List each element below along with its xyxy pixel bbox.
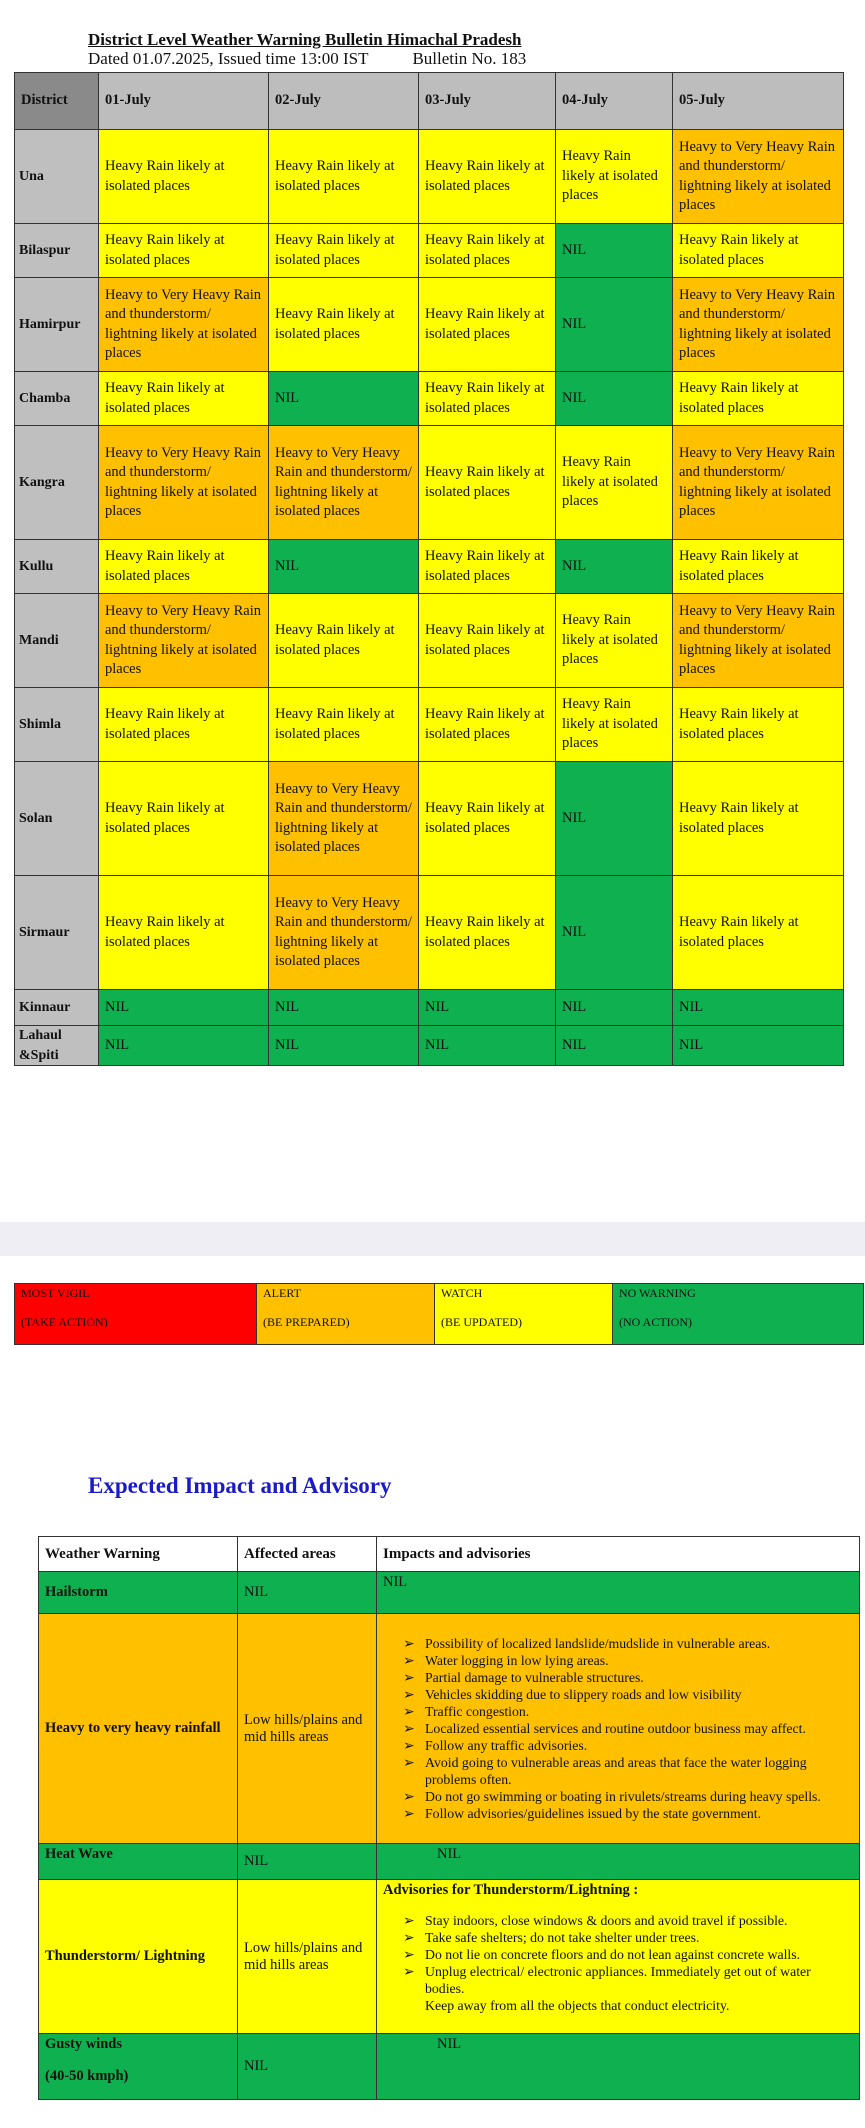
warning-cell: Heavy Rain likely at isolated places: [556, 594, 673, 688]
warning-cell: Heavy Rain likely at isolated places: [99, 372, 269, 426]
advisory-item: ➢ Take safe shelters; do not take shelter under trees.: [425, 1929, 853, 1946]
warning-cell: Heavy Rain likely at isolated places: [673, 224, 844, 278]
day-column-header: 01-July: [99, 73, 269, 130]
warning-cell: Heavy Rain likely at isolated places: [419, 876, 556, 990]
warning-cell: Heavy to Very Heavy Rain and thunderstorm/ lightning likely at isolated places: [673, 278, 844, 372]
bulletin-title: District Level Weather Warning Bulletin Himachal Pradesh: [88, 30, 522, 49]
district-row: [15, 990, 844, 1026]
warning-cell: NIL: [556, 1026, 673, 1066]
advisory-item: ➢ Do not lie on concrete floors and do not lean against concrete walls.: [425, 1946, 853, 1963]
district-row: [15, 130, 844, 224]
district-row: [15, 426, 844, 540]
district-name: Hamirpur: [15, 278, 99, 372]
impact-header-areas: Affected areas: [238, 1537, 377, 1572]
impact-row-heat-wave: Heat Wave NIL NIL: [39, 1844, 860, 1880]
advisory-item: ➢ Follow any traffic advisories.: [425, 1737, 853, 1754]
warning-cell: Heavy to Very Heavy Rain and thunderstorm/ lightning likely at isolated places: [99, 426, 269, 540]
advisory-item: ➢ Avoid going to vulnerable areas and areas that face the water logging problems often.: [425, 1754, 853, 1788]
warning-cell: Heavy Rain likely at isolated places: [419, 540, 556, 594]
advisory-item: ➢ Unplug electrical/ electronic appliances. Immediately get out of water bodies.: [425, 1963, 853, 1997]
warning-cell: Heavy Rain likely at isolated places: [419, 426, 556, 540]
warning-cell: Heavy Rain likely at isolated places: [269, 688, 419, 762]
warning-cell: Heavy Rain likely at isolated places: [269, 594, 419, 688]
legend-green: NO WARNING (NO ACTION): [613, 1284, 864, 1345]
district-row: [15, 1026, 844, 1066]
district-name: Sirmaur: [15, 876, 99, 990]
warning-cell: Heavy Rain likely at isolated places: [556, 130, 673, 224]
advisory-item: ➢ Stay indoors, close windows & doors and avoid travel if possible.: [425, 1912, 853, 1929]
district-name: Solan: [15, 762, 99, 876]
district-name: Shimla: [15, 688, 99, 762]
heavy-rain-advisory-list: [383, 1635, 853, 1822]
thunderstorm-advisory-heading: Advisories for Thunderstorm/Lightning :: [383, 1882, 639, 1898]
advisory-item: ➢ Water logging in low lying areas.: [425, 1652, 853, 1669]
warning-cell: NIL: [99, 990, 269, 1026]
legend-yellow: WATCH (BE UPDATED): [435, 1284, 613, 1345]
warning-cell: Heavy Rain likely at isolated places: [556, 688, 673, 762]
warning-cell: NIL: [269, 372, 419, 426]
warning-cell: NIL: [99, 1026, 269, 1066]
impact-row-gusty-winds: Gusty winds (40-50 kmph) NIL NIL: [39, 2034, 860, 2100]
day-column-header: 04-July: [556, 73, 673, 130]
bulletin-header: [88, 30, 526, 68]
table-header-row: [15, 73, 844, 130]
impact-row-hailstorm: Hailstorm NIL NIL: [39, 1572, 860, 1614]
warning-cell: Heavy to Very Heavy Rain and thunderstorm/ lightning likely at isolated places: [269, 426, 419, 540]
warning-cell: NIL: [269, 540, 419, 594]
warning-cell: Heavy Rain likely at isolated places: [99, 224, 269, 278]
warning-cell: Heavy to Very Heavy Rain and thunderstorm/ lightning likely at isolated places: [99, 278, 269, 372]
impact-header-impacts: Impacts and advisories: [377, 1537, 860, 1572]
district-name: Mandi: [15, 594, 99, 688]
legend-orange: ALERT (BE PREPARED): [257, 1284, 435, 1345]
district-column-header: District: [15, 73, 99, 130]
district-row: [15, 372, 844, 426]
district-warning-table: [14, 72, 844, 1066]
bulletin-number: Bulletin No. 183: [412, 49, 527, 68]
warning-cell: Heavy Rain likely at isolated places: [673, 876, 844, 990]
impact-advisory-table: [38, 1536, 860, 2100]
warning-cell: NIL: [673, 1026, 844, 1066]
warning-cell: Heavy Rain likely at isolated places: [99, 688, 269, 762]
warning-cell: NIL: [269, 1026, 419, 1066]
impact-row-thunderstorm: Thunderstorm/ Lightning Low hills/plains and mid hills areas Advisories for Thunderstorm/Lightning : ➢ Stay indoors, close windows & doors and avoid travel if possible. ➢ Take safe shelters; do not take shelter under trees. ➢ Do not lie on concrete floors and do not lean against concrete walls. ➢ Unplug electrical/ electronic appliances. Immediately get out of water bodies. Keep away from all the objects that conduct electricity.: [39, 1880, 860, 2034]
warning-cell: Heavy to Very Heavy Rain and thunderstorm/ lightning likely at isolated places: [269, 876, 419, 990]
day-column-header: 05-July: [673, 73, 844, 130]
bulletin-dated: Dated 01.07.2025, Issued time 13:00 IST: [88, 49, 369, 68]
warning-cell: Heavy Rain likely at isolated places: [556, 426, 673, 540]
impact-header-warning: Weather Warning: [39, 1537, 238, 1572]
district-row: [15, 224, 844, 278]
advisory-item: ➢ Localized essential services and routine outdoor business may affect.: [425, 1720, 853, 1737]
advisory-item: ➢ Traffic congestion.: [425, 1703, 853, 1720]
district-row: [15, 594, 844, 688]
warning-cell: NIL: [419, 990, 556, 1026]
warning-cell: Heavy to Very Heavy Rain and thunderstorm/ lightning likely at isolated places: [673, 130, 844, 224]
warning-cell: Heavy Rain likely at isolated places: [269, 130, 419, 224]
warning-cell: Heavy Rain likely at isolated places: [419, 762, 556, 876]
district-name: Bilaspur: [15, 224, 99, 278]
district-row: [15, 876, 844, 990]
warning-cell: NIL: [556, 224, 673, 278]
warning-cell: Heavy Rain likely at isolated places: [269, 224, 419, 278]
day-column-header: 03-July: [419, 73, 556, 130]
warning-cell: Heavy to Very Heavy Rain and thunderstorm/ lightning likely at isolated places: [673, 594, 844, 688]
district-row: [15, 762, 844, 876]
legend-red: MOST VIGIL (TAKE ACTION): [15, 1284, 257, 1345]
color-legend: [14, 1283, 864, 1345]
warning-cell: NIL: [556, 876, 673, 990]
advisory-item: ➢ Follow advisories/guidelines issued by the state government.: [425, 1805, 853, 1822]
warning-cell: Heavy Rain likely at isolated places: [419, 278, 556, 372]
warning-cell: Heavy Rain likely at isolated places: [419, 594, 556, 688]
warning-cell: NIL: [556, 540, 673, 594]
warning-cell: Heavy Rain likely at isolated places: [99, 876, 269, 990]
warning-cell: Heavy to Very Heavy Rain and thunderstorm/ lightning likely at isolated places: [673, 426, 844, 540]
warning-cell: Heavy to Very Heavy Rain and thunderstorm/ lightning likely at isolated places: [99, 594, 269, 688]
warning-cell: Heavy Rain likely at isolated places: [673, 372, 844, 426]
warning-cell: Heavy to Very Heavy Rain and thunderstorm/ lightning likely at isolated places: [269, 762, 419, 876]
warning-cell: NIL: [269, 990, 419, 1026]
warning-cell: Heavy Rain likely at isolated places: [419, 130, 556, 224]
warning-cell: Heavy Rain likely at isolated places: [419, 688, 556, 762]
warning-cell: NIL: [556, 762, 673, 876]
district-name: Kinnaur: [15, 990, 99, 1026]
warning-cell: Heavy Rain likely at isolated places: [673, 688, 844, 762]
impact-section-title: Expected Impact and Advisory: [88, 1473, 392, 1498]
warning-cell: Heavy Rain likely at isolated places: [99, 130, 269, 224]
warning-cell: NIL: [673, 990, 844, 1026]
advisory-item: ➢ Partial damage to vulnerable structures.: [425, 1669, 853, 1686]
warning-cell: Heavy Rain likely at isolated places: [99, 540, 269, 594]
warning-cell: Heavy Rain likely at isolated places: [269, 278, 419, 372]
warning-cell: Heavy Rain likely at isolated places: [419, 224, 556, 278]
thunderstorm-advisory-list: [383, 1912, 853, 2014]
district-name: Kullu: [15, 540, 99, 594]
warning-cell: NIL: [556, 278, 673, 372]
impact-row-heavy-rain: Heavy to very heavy rainfall Low hills/plains and mid hills areas ➢ Possibility of localized landslide/mudslide in vulnerable areas. ➢ Water logging in low lying areas. ➢ Partial damage to vulnerable structures. ➢ Vehicles skidding due to slippery roads and low visibility ➢ Traffic congestion. ➢ Localized essential services and routine outdoor business may affect. ➢ Follow any traffic advisories. ➢ Avoid going to vulnerable areas and areas that face the water logging problems often. ➢ Do not go swimming or boating in rivulets/streams during heavy spells. ➢ Follow advisories/guidelines issued by the state government.: [39, 1614, 860, 1844]
district-name: Chamba: [15, 372, 99, 426]
warning-cell: Heavy Rain likely at isolated places: [419, 372, 556, 426]
page-separator: [0, 1222, 865, 1256]
district-name: Una: [15, 130, 99, 224]
warning-cell: Heavy Rain likely at isolated places: [673, 540, 844, 594]
district-row: [15, 278, 844, 372]
warning-cell: Heavy Rain likely at isolated places: [99, 762, 269, 876]
advisory-item: ➢ Possibility of localized landslide/mudslide in vulnerable areas.: [425, 1635, 853, 1652]
district-name: Lahaul &Spiti: [15, 1026, 99, 1066]
day-column-header: 02-July: [269, 73, 419, 130]
advisory-item: Keep away from all the objects that conduct electricity.: [425, 1998, 730, 2013]
warning-cell: NIL: [556, 990, 673, 1026]
district-name: Kangra: [15, 426, 99, 540]
advisory-item: ➢ Do not go swimming or boating in rivulets/streams during heavy spells.: [425, 1788, 853, 1805]
warning-cell: NIL: [556, 372, 673, 426]
district-row: [15, 540, 844, 594]
advisory-item: ➢ Vehicles skidding due to slippery roads and low visibility: [425, 1686, 853, 1703]
warning-cell: Heavy Rain likely at isolated places: [673, 762, 844, 876]
warning-cell: NIL: [419, 1026, 556, 1066]
district-row: [15, 688, 844, 762]
